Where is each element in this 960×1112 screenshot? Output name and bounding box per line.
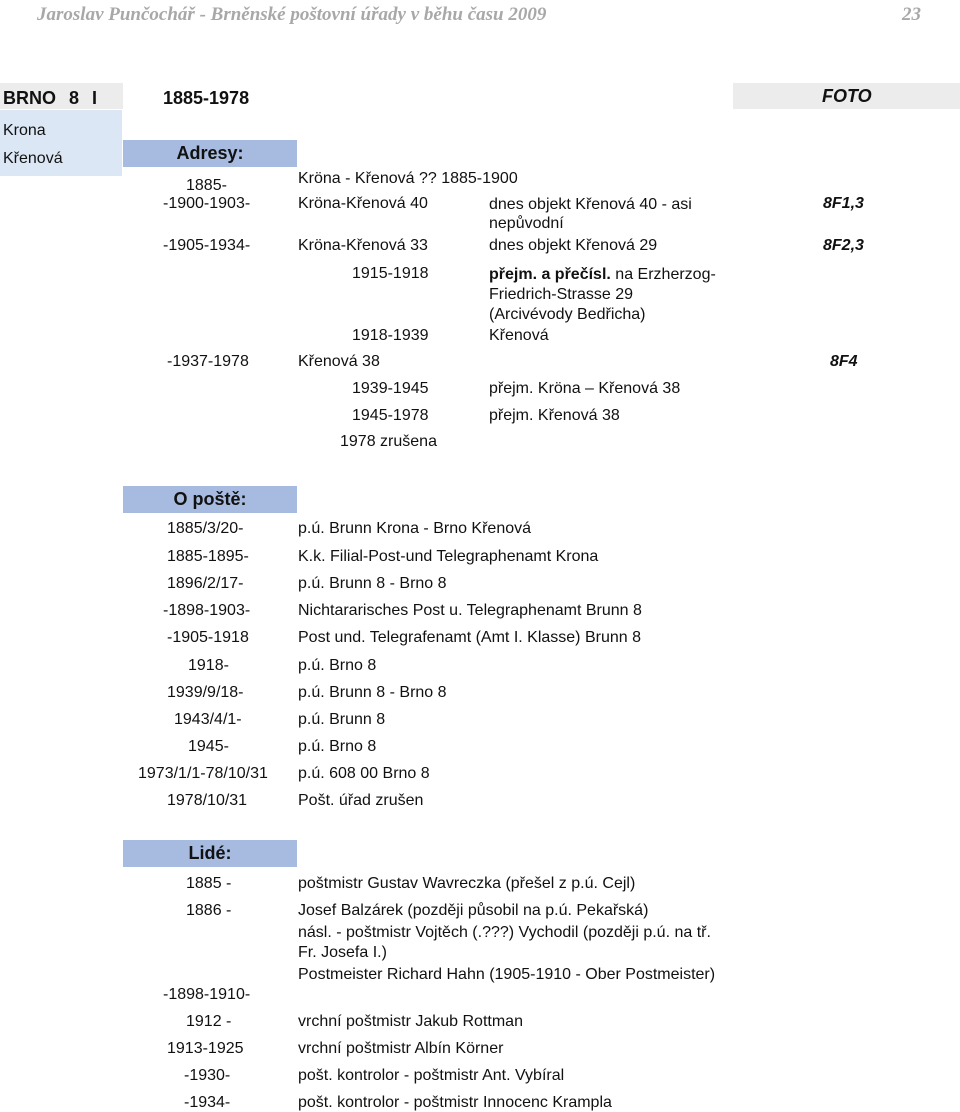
lide-date-4: -1898-1910- [163,986,251,1003]
lide-text-2: Josef Balzárek (později působil na p.ú. Pekařská) [298,902,649,919]
lide-text-6: vrchní poštmistr Albín Körner [298,1040,504,1057]
poste-text-7: p.ú. Brunn 8 - Brno 8 [298,684,447,701]
lide-text-8: pošt. kontrolor - poštmistr Innocenc Krampla [298,1094,612,1111]
addr-text-6: Křenová 38 [298,353,380,370]
addr-years-7: 1939-1945 [352,380,429,397]
addr-text-1: Kröna - Křenová ?? 1885-1900 [298,170,518,187]
poste-date-3: 1896/2/17- [167,575,244,592]
page-number: 23 [902,4,921,25]
poste-date-4: -1898-1903- [163,602,251,619]
poste-text-6: p.ú. Brno 8 [298,657,377,674]
section-adresy: Adresy: [123,140,297,167]
poste-date-2: 1885-1895- [167,548,249,565]
lide-text-7: pošt. kontrolor - poštmistr Ant. Vybíral [298,1067,565,1084]
poste-text-8: p.ú. Brunn 8 [298,711,386,728]
addr-years-5: 1918-1939 [352,327,429,344]
poste-date-11: 1978/10/31 [167,792,248,809]
addr-note-5: Křenová [489,327,549,344]
lide-date-8: -1934- [184,1094,231,1111]
poste-text-11: Pošt. úřad zrušen [298,792,424,809]
addr-foto-2: 8F1,3 [823,195,864,212]
addr-note-8: přejm. Křenová 38 [489,407,620,424]
addr-years-4: 1915-1918 [352,265,429,282]
name-krona: Krona [3,122,46,139]
addr-note-4-bold: přejm. a přečísl. [489,266,611,283]
lide-date-6: 1913-1925 [167,1040,244,1057]
poste-text-4: Nichtararisches Post u. Telegraphenamt Brunn 8 [298,602,642,619]
name-krenova: Křenová [3,150,63,167]
lide-text-1: poštmistr Gustav Wavreczka (přešel z p.ú. Cejl) [298,875,636,892]
poste-text-9: p.ú. Brno 8 [298,738,377,755]
poste-date-1: 1885/3/20- [167,520,244,537]
poste-date-9: 1945- [188,738,229,755]
poste-date-8: 1943/4/1- [174,711,242,728]
poste-date-7: 1939/9/18- [167,684,244,701]
addr-years-2: -1900-1903- [163,195,251,212]
poste-date-5: -1905-1918 [167,629,249,646]
poste-text-10: p.ú. 608 00 Brno 8 [298,765,430,782]
running-header-title: Jaroslav Punčochář - Brněnské poštovní úřady v běhu času 2009 [37,4,547,25]
addr-years-9: 1978 zrušena [340,433,437,450]
addr-years-8: 1945-1978 [352,407,429,424]
poste-text-1: p.ú. Brunn Krona - Brno Křenová [298,520,532,537]
lide-date-1: 1885 - [186,875,232,892]
addr-foto-6: 8F4 [830,353,858,370]
poste-text-3: p.ú. Brunn 8 - Brno 8 [298,575,447,592]
lide-date-7: -1930- [184,1067,231,1084]
lide-date-5: 1912 - [186,1013,232,1030]
poste-date-6: 1918- [188,657,229,674]
section-o-poste: O poště: [123,486,297,513]
addr-note-2: dnes objekt Křenová 40 - asi nepůvodní [489,196,692,232]
addr-years-6: -1937-1978 [167,353,249,370]
poste-text-5: Post und. Telegrafenamt (Amt I. Klasse) Brunn 8 [298,629,641,646]
office-years: 1885-1978 [163,88,250,108]
addr-years-3: -1905-1934- [163,237,251,254]
lide-text-4: Postmeister Richard Hahn (1905-1910 - Ober Postmeister) [298,966,716,983]
poste-date-10: 1973/1/1-78/10/31 [138,765,268,782]
addr-text-2: Kröna-Křenová 40 [298,195,428,212]
addr-note-3: dnes objekt Křenová 29 [489,237,658,254]
addr-foto-3: 8F2,3 [823,237,864,254]
section-lide: Lidé: [123,840,297,867]
foto-label: FOTO [822,86,872,106]
lide-text-5: vrchní poštmistr Jakub Rottman [298,1013,523,1030]
addr-note-4-text: na Erzherzog-Friedrich-Strasse 29 (Arcivévody Bedřicha) [489,266,716,323]
poste-text-2: K.k. Filial-Post-und Telegraphenamt Krona [298,548,599,565]
addr-note-4 [489,265,719,325]
addr-years-1: 1885- [186,177,227,194]
lide-text-3: násl. - poštmistr Vojtěch (.???) Vychodil (později p.ú. na tř. Fr. Josefa I.) [298,924,711,961]
addr-text-3: Kröna-Křenová 33 [298,237,428,254]
addr-note-7: přejm. Kröna – Křenová 38 [489,380,681,397]
lide-date-2: 1886 - [186,902,232,919]
office-name: BRNO 8 I [3,88,98,108]
